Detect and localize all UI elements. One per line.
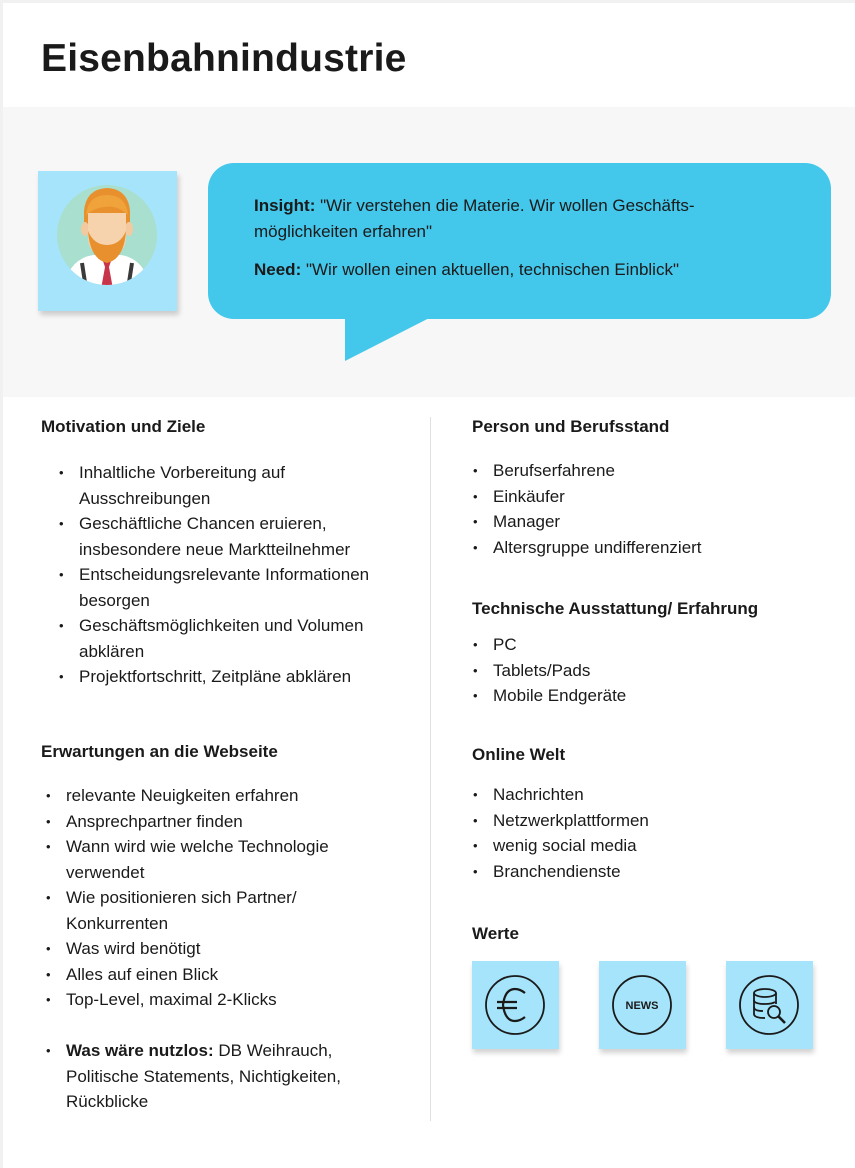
column-divider: [430, 417, 431, 1121]
insight-speech-bubble: [208, 163, 831, 319]
werte-card-euro: [472, 961, 559, 1049]
technik-list: [473, 632, 813, 709]
news-icon: [611, 974, 673, 1036]
erwartungen-heading: Erwartungen an die Webseite: [41, 742, 278, 761]
list-item: • Geschäftliche Chancen eruieren, insbesondere neue Marktteilnehmer: [59, 511, 399, 562]
motivation-heading: Motivation und Ziele: [41, 417, 206, 436]
need-text: "Wir wollen einen aktuellen, technischen Einblick": [301, 260, 679, 279]
list-item: • relevante Neuigkeiten erfahren: [46, 783, 386, 809]
werte-card-news: [599, 961, 686, 1049]
list-item: • Einkäufer: [473, 484, 813, 510]
nutzlos-label: Was wäre nutzlos:: [66, 1041, 214, 1060]
need-label: Need:: [254, 260, 302, 279]
list-item: • Tablets/Pads: [473, 658, 813, 684]
need-line: [254, 257, 794, 283]
online-heading: Online Welt: [472, 745, 566, 764]
list-item: • Entscheidungsrelevante Informationen besorgen: [59, 562, 399, 613]
euro-icon: [484, 974, 546, 1036]
list-item: • Netzwerkplattformen: [473, 808, 813, 834]
list-item: • Altersgruppe undifferenziert: [473, 535, 813, 561]
list-item: • Branchendienste: [473, 859, 813, 885]
werte-heading: Werte: [472, 924, 519, 943]
nutzlos-text: DB Weihrauch, Politische Statements, Nichtigkeiten, Rückblicke: [66, 1041, 341, 1111]
online-list: [473, 782, 813, 884]
list-item: • Top-Level, maximal 2-Klicks: [46, 987, 386, 1013]
database-search-icon: [738, 974, 800, 1036]
list-item: • Nachrichten: [473, 782, 813, 808]
list-item: • Ansprechpartner finden: [46, 809, 386, 835]
list-item: • Mobile Endgeräte: [473, 683, 813, 709]
list-item: • Berufserfahrene: [473, 458, 813, 484]
list-item: • PC: [473, 632, 813, 658]
insight-label: Insight:: [254, 196, 316, 215]
list-item: • Alles auf einen Blick: [46, 962, 386, 988]
list-item: • Wann wird wie welche Technologie verwendet: [46, 834, 386, 885]
list-item: • Manager: [473, 509, 813, 535]
list-item: • wenig social media: [473, 833, 813, 859]
technik-heading: Technische Ausstattung/ Erfahrung: [472, 599, 759, 618]
motivation-list: [59, 460, 399, 690]
nutzlos-item: [46, 1038, 386, 1115]
insight-line: [254, 193, 794, 245]
list-item: • Geschäftsmöglichkeiten und Volumen abklären: [59, 613, 399, 664]
insight-band: [3, 107, 855, 397]
speech-bubble-tail: [345, 312, 441, 362]
insight-text: "Wir verstehen die Materie. Wir wollen Geschäfts-möglichkeiten erfahren": [254, 196, 695, 241]
list-item: • Was wird benötigt: [46, 936, 386, 962]
persona-page: [3, 3, 855, 1168]
list-item: • Inhaltliche Vorbereitung auf Ausschreibungen: [59, 460, 399, 511]
list-item: • Projektfortschritt, Zeitpläne abklären: [59, 664, 399, 690]
nutzlos-list: [46, 1038, 386, 1115]
person-list: [473, 458, 813, 560]
avatar: [38, 171, 177, 311]
person-heading: Person und Berufsstand: [472, 417, 670, 436]
list-item: • Wie positionieren sich Partner/ Konkurrenten: [46, 885, 386, 936]
news-label: NEWS: [625, 1000, 659, 1012]
page-title: Eisenbahnindustrie: [41, 37, 407, 80]
avatar-card: [38, 171, 177, 311]
werte-card-database: [726, 961, 813, 1049]
erwartungen-list: [46, 783, 386, 1013]
